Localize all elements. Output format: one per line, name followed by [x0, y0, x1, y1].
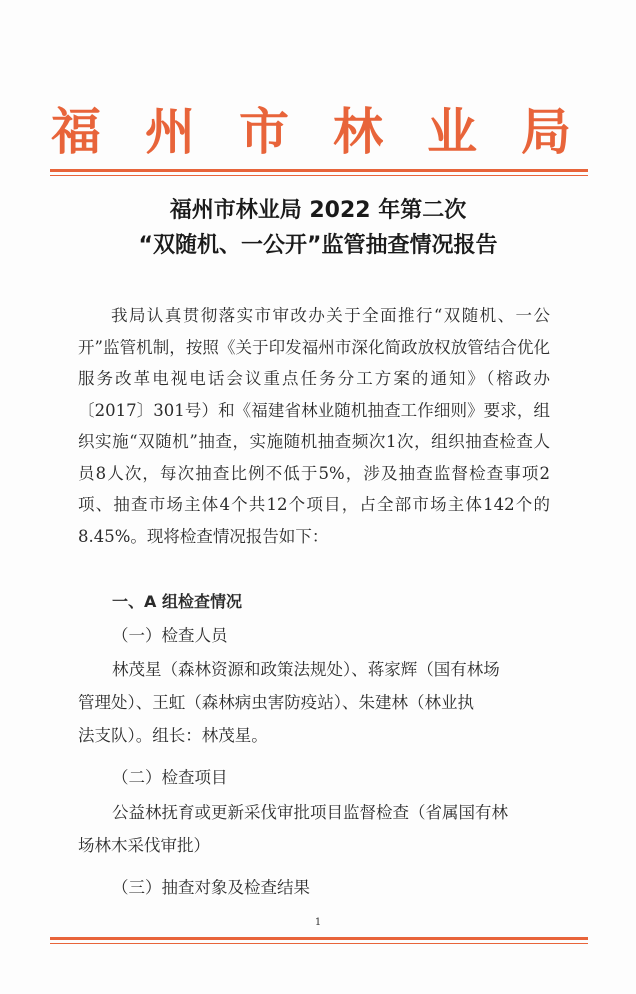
items-text-line1: 公益林抚育或更新采伐审批项目监督检查（省属国有林	[112, 803, 508, 822]
footer-rule-thin	[50, 943, 588, 944]
personnel-text-line1: 林茂星（森林资源和政策法规处）、蒋家辉（国有林场	[112, 660, 500, 679]
subsection-targets-heading: （三）抽查对象及检查结果	[112, 878, 310, 897]
footer-rule-thick	[50, 937, 588, 940]
letterhead-rule-thick	[50, 169, 588, 172]
letterhead-org-name: 福州市林业局	[51, 102, 615, 161]
subsection-personnel-heading: （一）检查人员	[112, 626, 228, 645]
section-a-heading: 一、A 组检查情况	[112, 592, 242, 611]
intro-paragraph: 我局认真贯彻落实市审改办关于全面推行“双随机、一公开”监管机制，按照《关于印发福州市深化简政放权放管结合优化服务改革电视电话会议重点任务分工方案的通知》（榕政办〔2017〕301号）和《福建省林业随机抽查工作细则》要求，组织实施“双随机”抽查，实施随机抽查频次1次，组织抽查检查人员8人次，每次抽查比例不低于5%，涉及抽查监督检查事项2项、抽查市场主体4个共12个项目，占全部市场主体142个的8.45%。现将检查情况报告如下：	[78, 306, 550, 546]
personnel-text-line3: 法支队）。组长：林茂星。	[78, 726, 268, 745]
letterhead-rule-thin	[50, 175, 588, 176]
items-text-line2: 场林木采伐审批）	[78, 836, 210, 855]
document-title-line1: 福州市林业局 2022 年第二次	[169, 198, 467, 223]
subsection-items-heading: （二）检查项目	[112, 768, 228, 787]
page-number: 1	[314, 917, 322, 928]
document-title-line2: “双随机、一公开”监管抽查情况报告	[138, 233, 498, 258]
personnel-text-line2: 管理处）、王虹（森林病虫害防疫站）、朱建林（林业执	[78, 693, 474, 712]
